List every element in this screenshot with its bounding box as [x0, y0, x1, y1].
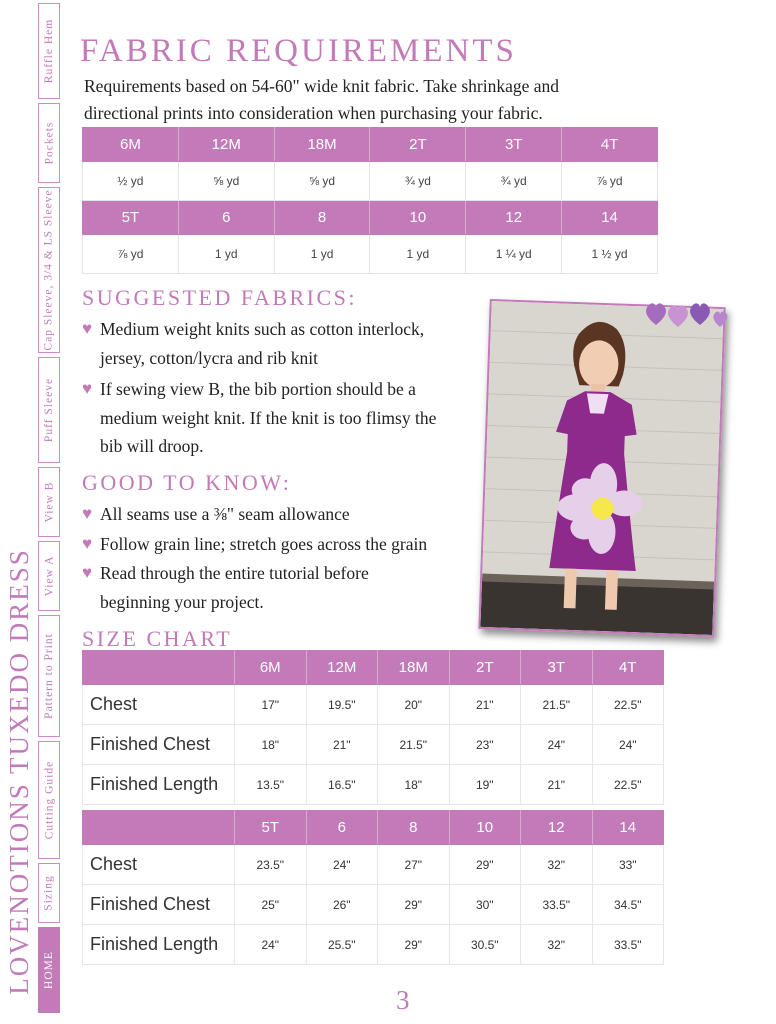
measurement-cell: 21"	[449, 685, 521, 725]
yardage-cell: 1 ½ yd	[562, 235, 658, 274]
measurement-cell: 29"	[378, 885, 450, 925]
nav-tab-view-a[interactable]: View A	[38, 541, 60, 611]
dress-photo-illustration	[480, 301, 723, 635]
measurement-cell: 22.5"	[592, 685, 664, 725]
nav-tab-home[interactable]: HOME	[38, 927, 60, 1013]
suggested-fabrics-list	[82, 315, 436, 464]
measurement-cell: 21.5"	[521, 685, 593, 725]
size-cell: 12	[521, 811, 593, 845]
bullet-text: jersey, cotton/lycra and rib knit	[100, 347, 319, 368]
measurement-cell: 21.5"	[378, 725, 450, 765]
table-row	[83, 685, 664, 725]
size-cell: 18M	[378, 651, 450, 685]
measurement-cell: 25.5"	[306, 925, 378, 965]
heart-icon: ♥	[82, 563, 93, 582]
page-number: 3	[396, 985, 410, 1015]
size-cell: 10	[449, 811, 521, 845]
suggested-fabrics-heading: SUGGESTED FABRICS:	[82, 285, 358, 310]
nav-tab-pockets[interactable]: Pockets	[38, 103, 60, 183]
size-cell: 8	[274, 201, 370, 235]
measurement-cell: 26"	[306, 885, 378, 925]
table-row	[83, 162, 658, 201]
size-chart-heading: SIZE CHART	[82, 626, 233, 651]
measurement-cell: 17"	[235, 685, 307, 725]
size-chart-table-1	[82, 650, 664, 805]
measurement-cell: 13.5"	[235, 765, 307, 805]
table-header-row	[83, 651, 664, 685]
nav-tab-cap-sleeve[interactable]: Cap Sleeve, 3/4 & LS Sleeve	[38, 187, 60, 353]
brand-vertical-text: LOVENOTIONS TUXEDO DRESS	[3, 548, 34, 995]
measurement-cell: 20"	[378, 685, 450, 725]
measurement-cell: 22.5"	[592, 765, 664, 805]
measurement-cell: 27"	[378, 845, 450, 885]
table-row	[83, 765, 664, 805]
measurement-cell: 23.5"	[235, 845, 307, 885]
measurement-cell: 21"	[306, 725, 378, 765]
nav-tabs	[38, 3, 60, 1013]
table-header-row	[83, 811, 664, 845]
measurement-cell: 32"	[521, 925, 593, 965]
yardage-cell: 1 yd	[370, 235, 466, 274]
row-label: Finished Chest	[83, 885, 235, 925]
measurement-cell: 33"	[592, 845, 664, 885]
size-cell: 3T	[466, 128, 562, 162]
row-label: Finished Chest	[83, 725, 235, 765]
yardage-cell: ⅝ yd	[274, 162, 370, 201]
nav-tab-sizing[interactable]: Sizing	[38, 863, 60, 923]
hearts-decoration-icon	[644, 297, 736, 333]
bullet-text: Medium weight knits such as cotton interlock,	[100, 319, 425, 339]
size-cell: 6	[178, 201, 274, 235]
size-cell: 5T	[83, 201, 179, 235]
heart-icon: ♥	[82, 319, 93, 338]
measurement-cell: 29"	[449, 845, 521, 885]
measurement-cell: 25"	[235, 885, 307, 925]
bullet-text: Follow grain line; stretch goes across the grain	[100, 533, 428, 554]
measurement-cell: 30"	[449, 885, 521, 925]
fabric-requirements-heading: FABRIC REQUIREMENTS	[80, 33, 517, 69]
yardage-cell: ¾ yd	[370, 162, 466, 201]
good-to-know-list	[82, 500, 427, 619]
dress-photo	[478, 299, 725, 637]
yardage-cell: 1 yd	[178, 235, 274, 274]
good-to-know-heading: GOOD TO KNOW:	[82, 470, 292, 495]
nav-tab-view-b[interactable]: View B	[38, 467, 60, 537]
list-item	[82, 559, 427, 616]
table-row	[83, 845, 664, 885]
measurement-cell: 29"	[378, 925, 450, 965]
row-label: Chest	[83, 845, 235, 885]
bullet-text: bib will droop.	[100, 436, 204, 456]
measurement-cell: 30.5"	[449, 925, 521, 965]
size-cell: 6M	[235, 651, 307, 685]
intro-line: Requirements based on 54-60" wide knit fabric. Take shrinkage and	[84, 76, 560, 96]
size-cell: 6M	[83, 128, 179, 162]
table-header-row	[83, 128, 658, 162]
size-cell: 4T	[562, 128, 658, 162]
row-label: Finished Length	[83, 925, 235, 965]
row-label: Chest	[83, 685, 235, 725]
bullet-text: If sewing view B, the bib portion should be a	[100, 379, 416, 399]
measurement-cell: 18"	[235, 725, 307, 765]
yardage-cell: 1 ¼ yd	[466, 235, 562, 274]
size-chart-table-2	[82, 810, 664, 965]
size-cell: 8	[378, 811, 450, 845]
measurement-cell: 24"	[235, 925, 307, 965]
bullet-text: All seams use a ⅜" seam allowance	[100, 504, 350, 524]
yardage-cell: ¾ yd	[466, 162, 562, 201]
size-cell: 2T	[370, 128, 466, 162]
brand-vertical-title	[2, 529, 36, 1014]
table-row	[83, 925, 664, 965]
measurement-cell: 33.5"	[592, 925, 664, 965]
header-empty-cell	[83, 651, 235, 685]
measurement-cell: 18"	[378, 765, 450, 805]
size-cell: 12M	[306, 651, 378, 685]
size-cell: 12	[466, 201, 562, 235]
nav-tab-puff-sleeve[interactable]: Puff Sleeve	[38, 357, 60, 463]
size-cell: 12M	[178, 128, 274, 162]
measurement-cell: 19.5"	[306, 685, 378, 725]
fabric-requirements-intro	[84, 73, 644, 127]
yardage-cell: ⅝ yd	[178, 162, 274, 201]
measurement-cell: 24"	[592, 725, 664, 765]
measurement-cell: 33.5"	[521, 885, 593, 925]
header-empty-cell	[83, 811, 235, 845]
intro-line: directional prints into consideration when purchasing your fabric.	[84, 103, 543, 123]
heart-icon: ♥	[82, 379, 93, 398]
bullet-text: Read through the entire tutorial before	[100, 563, 369, 583]
yardage-cell: 1 yd	[274, 235, 370, 274]
table-row	[83, 725, 664, 765]
table-row	[83, 885, 664, 925]
measurement-cell: 23"	[449, 725, 521, 765]
list-item	[82, 530, 427, 559]
fabric-requirements-table	[82, 127, 658, 274]
size-cell: 5T	[235, 811, 307, 845]
measurement-cell: 24"	[521, 725, 593, 765]
size-cell: 10	[370, 201, 466, 235]
size-cell: 14	[592, 811, 664, 845]
list-item	[82, 500, 427, 529]
row-label: Finished Length	[83, 765, 235, 805]
size-cell: 6	[306, 811, 378, 845]
heart-icon: ♥	[82, 533, 93, 553]
size-cell: 14	[562, 201, 658, 235]
measurement-cell: 24"	[306, 845, 378, 885]
bullet-text: medium weight knit. If the knit is too flimsy the	[100, 407, 437, 428]
size-cell: 4T	[592, 651, 664, 685]
measurement-cell: 19"	[449, 765, 521, 805]
yardage-cell: ⅞ yd	[83, 235, 179, 274]
table-row	[83, 235, 658, 274]
table-header-row	[83, 201, 658, 235]
bullet-text: beginning your project.	[100, 591, 264, 612]
measurement-cell: 21"	[521, 765, 593, 805]
yardage-cell: ½ yd	[83, 162, 179, 201]
measurement-cell: 34.5"	[592, 885, 664, 925]
list-item	[82, 375, 436, 461]
size-cell: 3T	[521, 651, 593, 685]
measurement-cell: 16.5"	[306, 765, 378, 805]
nav-tab-cutting-guide[interactable]: Cutting Guide	[38, 741, 60, 859]
nav-tab-ruffle-hem[interactable]: Ruffle Hem	[38, 3, 60, 99]
nav-tab-pattern-to-print[interactable]: Pattern to Print	[38, 615, 60, 737]
size-cell: 2T	[449, 651, 521, 685]
measurement-cell: 32"	[521, 845, 593, 885]
size-cell: 18M	[274, 128, 370, 162]
yardage-cell: ⅞ yd	[562, 162, 658, 201]
heart-icon: ♥	[82, 504, 93, 523]
list-item	[82, 315, 436, 372]
